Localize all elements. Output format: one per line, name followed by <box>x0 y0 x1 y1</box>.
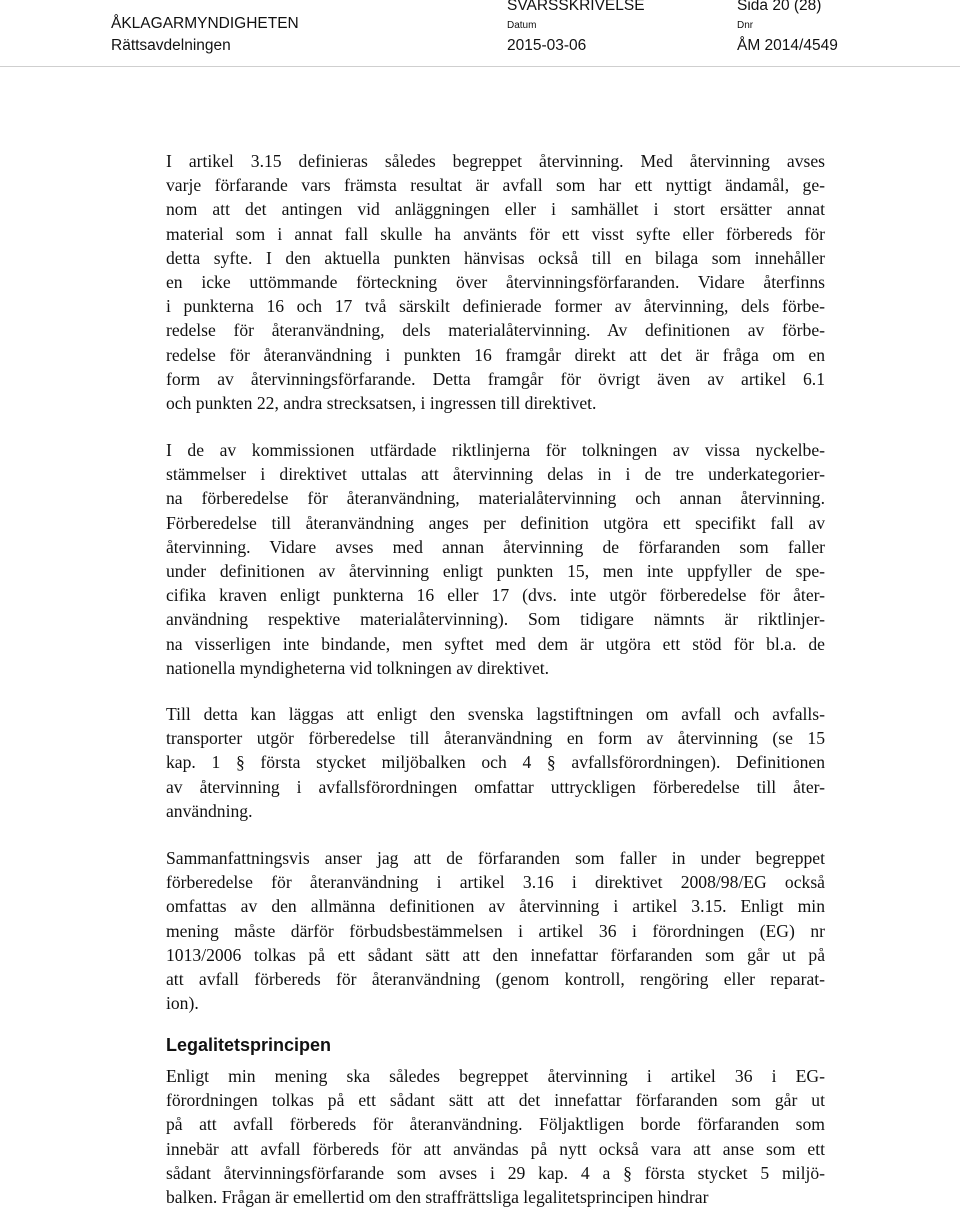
document-type: SVARSSKRIVELSE <box>507 0 645 14</box>
text-line: återvinning. Vidare avses med annan återvinning de förfaranden som faller <box>166 536 825 557</box>
text-line: 1013/2006 tolkas på ett sådant sätt att den innefattar förfaranden som går ut på <box>166 944 825 965</box>
paragraph <box>166 702 825 823</box>
date-value: 2015-03-06 <box>507 37 587 54</box>
text-line: form av återvinningsförfarande. Detta framgår för övrigt även av artikel 6.1 <box>166 368 825 389</box>
text-line: och punkten 22, andra strecksatsen, i ingressen till direktivet. <box>166 392 597 413</box>
text-line: av återvinning i avfallsförordningen omfattar uttryckligen förberedelse till åter- <box>166 776 825 797</box>
text-line: I de av kommissionen utfärdade riktlinjerna för tolkningen av vissa nyckelbe- <box>166 440 825 460</box>
text-line: Förberedelse till återanvändning anges per definition utgöra ett specifikt fall av <box>166 512 825 533</box>
text-line: användning. <box>166 800 253 821</box>
text-line: kap. 1 § första stycket miljöbalken och 4 § avfallsförordningen). Definitionen <box>166 752 825 773</box>
text-line: redelse för återanvändning, dels materialåtervinning. Av definitionen av förbe- <box>166 320 825 341</box>
text-line: redelse för återanvändning i punkten 16 framgår direkt att det är fråga om en <box>166 344 825 365</box>
text-line: Till detta kan läggas att enligt den svenska lagstiftningen om avfall och avfalls- <box>166 704 825 724</box>
text-line: användning respektive materialåtervinning). Som tidigare nämnts är riktlinjer- <box>166 609 825 630</box>
header-divider <box>0 66 960 67</box>
text-line: Sammanfattningsvis anser jag att de förfaranden som faller in under begreppet <box>166 848 825 868</box>
text-line: ion). <box>166 993 199 1014</box>
text-line: nationella myndigheterna vid tolkningen av direktivet. <box>166 657 550 678</box>
text-line: på att avfall förbereds för återanvändning. Följaktligen borde förfaranden som <box>166 1114 825 1135</box>
text-line: detta syfte. I den aktuella punkten hänvisas också till en bilaga som innehåller <box>166 247 825 268</box>
paragraph <box>166 149 825 415</box>
text-line: förberedelse för återanvändning i artikel 3.16 i direktivet 2008/98/EG också <box>166 872 825 893</box>
department-name: Rättsavdelningen <box>111 37 231 54</box>
text-line: material som i annat fall skulle ha använts för ett visst syfte eller förbereds för <box>166 223 825 244</box>
text-line: i punkterna 16 och 17 två särskilt definierade former av återvinning, dels förbe- <box>166 296 825 317</box>
dnr-label: Dnr <box>737 20 754 31</box>
text-line: innebär att avfall förbereds för att användas på nytt också vara att anse som ett <box>166 1138 825 1159</box>
paragraph-summary <box>166 846 825 1015</box>
text-line: förordningen tolkas på ett sådant sätt att det innefattar förfaranden som går ut <box>166 1090 825 1111</box>
date-label: Datum <box>507 20 537 31</box>
text-line: under definitionen av återvinning enligt punkten 15, men inte uppfyller de spe- <box>166 560 825 581</box>
text-line: Enligt min mening ska således begreppet återvinning i artikel 36 i EG- <box>166 1066 825 1086</box>
paragraph-swedish-law <box>166 702 825 823</box>
dnr-value: ÅM 2014/4549 <box>737 37 838 54</box>
section-heading: Legalitetsprincipen <box>166 1035 332 1055</box>
authority-name: ÅKLAGARMYNDIGHETEN <box>111 15 299 32</box>
page-number: Sida 20 (28) <box>737 0 822 14</box>
text-line: omfattas av den allmänna definitionen av återvinning i artikel 3.15. Enligt min <box>166 896 825 917</box>
paragraph <box>166 846 825 1015</box>
paragraph <box>166 1064 825 1209</box>
text-line: stämmelser i direktivet uttalas att återvinning delas in i de tre underkategorier- <box>166 464 825 485</box>
paragraph <box>166 438 825 680</box>
paragraph-legality <box>166 1064 825 1209</box>
text-line: na visserligen inte bindande, men syftet med dem är utgöra ett stöd för bl.a. de <box>166 633 825 654</box>
paragraph-definition-3-15 <box>166 149 825 415</box>
text-line: en icke uttömmande förteckning över återvinningsförfaranden. Vidare återfinns <box>166 271 825 292</box>
text-line: nom att det antingen vid anläggningen eller i samhället i stort ersätter annat <box>166 199 825 220</box>
text-line: mening måste därför förbudsbestämmelsen i artikel 36 i förordningen (EG) nr <box>166 920 825 941</box>
text-line: na förberedelse för återanvändning, materialåtervinning och annan återvinning. <box>166 488 825 509</box>
text-line: balken. Frågan är emellertid om den straffrättsliga legalitetsprincipen hindrar <box>166 1186 709 1207</box>
text-line: cifika kraven enligt punkterna 16 eller 17 (dvs. inte utgör förberedelse för åter- <box>166 585 825 606</box>
text-line: transporter utgör förberedelse till återanvändning en form av återvinning (se 15 <box>166 728 825 749</box>
text-line: att avfall förbereds för återanvändning (genom kontroll, rengöring eller reparat- <box>166 968 825 989</box>
text-line: I artikel 3.15 definieras således begreppet återvinning. Med återvinning avses <box>166 151 825 171</box>
text-line: sådant återvinningsförfarande som avses i 29 kap. 4 a § första stycket 5 miljö- <box>166 1162 825 1183</box>
text-line: varje förfarande vars främsta resultat är avfall som har ett nyttigt ändamål, ge- <box>166 175 825 196</box>
paragraph-guidelines <box>166 438 825 680</box>
